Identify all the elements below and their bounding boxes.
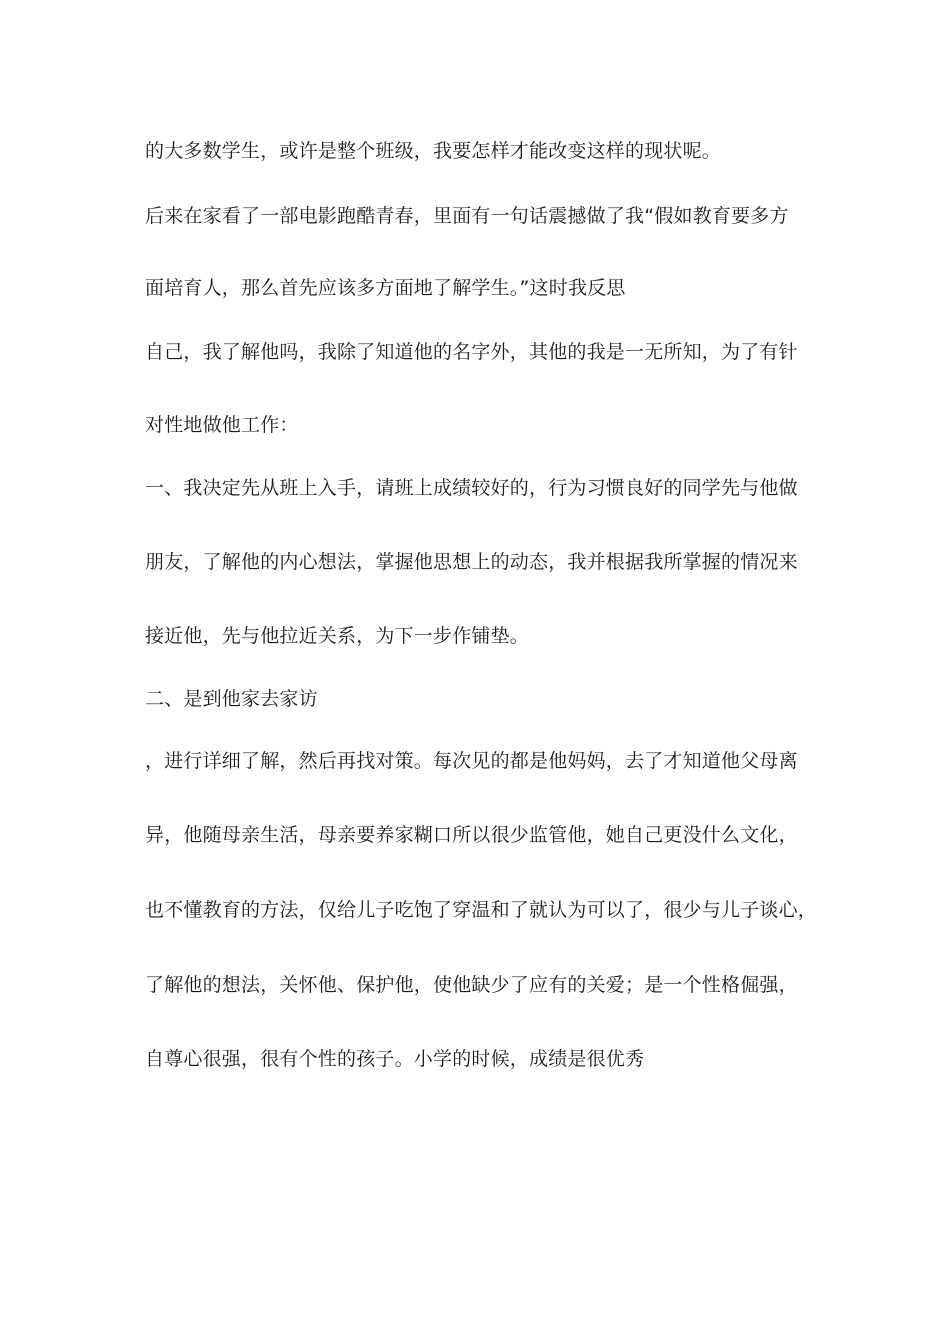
paragraph-line: 接近他，先与他拉近关系，为下一步作铺垫。 — [145, 625, 530, 647]
paragraph-line: 一、我决定先从班上入手，请班上成绩较好的，行为习惯良好的同学先与他做 — [145, 477, 798, 499]
paragraph-line: 的大多数学生，或许是整个班级，我要怎样才能改变这样的现状呢。 — [145, 140, 722, 162]
paragraph-line: 对性地做他工作： — [145, 414, 299, 436]
paragraph-line: ，进行详细了解，然后再找对策。每次见的都是他妈妈，去了才知道他父母离 — [145, 750, 798, 772]
paragraph-line: 二、是到他家去家访 — [145, 688, 318, 710]
paragraph-line: 后来在家看了一部电影跑酷青春，里面有一句话震撼做了我“假如教育要多方 — [145, 205, 789, 227]
paragraph-line: 异，他随母亲生活，母亲要养家糊口所以很少监管他，她自己更没什么文化， — [145, 824, 798, 846]
paragraph-line: 面培育人，那么首先应该多方面地了解学生。”这时我反思 — [145, 277, 626, 299]
paragraph-line: 也不懂教育的方法，仅给儿子吃饱了穿温和了就认为可以了，很少与儿子谈心， — [145, 899, 818, 921]
paragraph-line: 自己，我了解他吗，我除了知道他的名字外，其他的我是一无所知，为了有针 — [145, 341, 798, 363]
paragraph-line: 了解他的想法，关怀他、保护他，使他缺少了应有的关爱；是一个性格倔强， — [145, 974, 798, 996]
paragraph-line: 朋友，了解他的内心想法，掌握他思想上的动态，我并根据我所掌握的情况来 — [145, 551, 798, 573]
paragraph-line: 自尊心很强，很有个性的孩子。小学的时候，成绩是很优秀 — [145, 1048, 645, 1070]
